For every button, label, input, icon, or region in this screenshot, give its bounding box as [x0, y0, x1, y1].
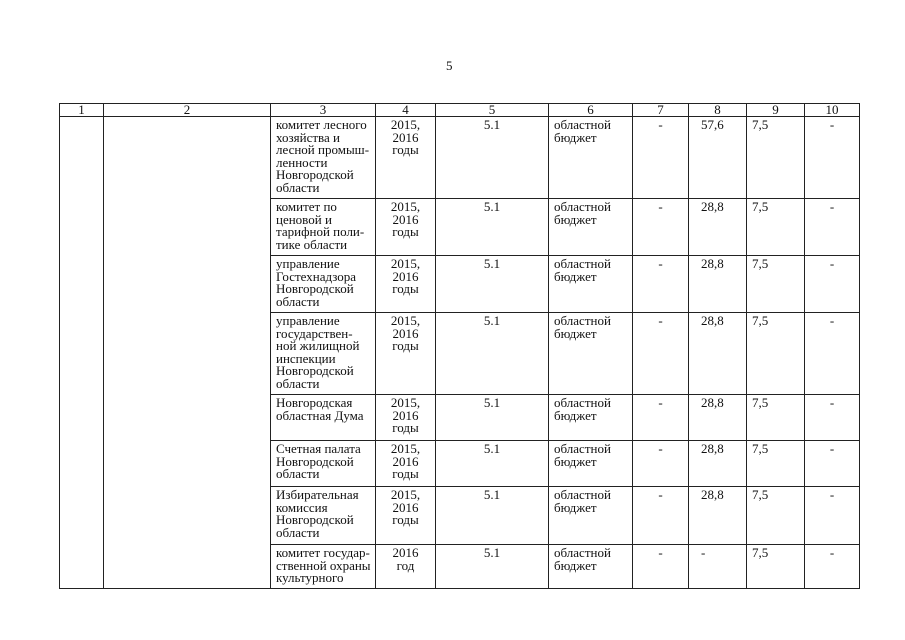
column-header-9: 9: [747, 104, 805, 117]
value-cell-col10: -: [805, 395, 860, 441]
column-header-2: 2: [104, 104, 271, 117]
column-header-6: 6: [549, 104, 633, 117]
value-cell-col9: 7,5: [747, 395, 805, 441]
value-cell-col8: 28,8: [689, 256, 747, 313]
task-cell: 5.1: [436, 545, 549, 589]
value-cell-col7: -: [633, 117, 689, 199]
period-cell: 2016 год: [376, 545, 436, 589]
task-cell: 5.1: [436, 117, 549, 199]
period-cell: 2015, 2016 годы: [376, 117, 436, 199]
value-cell-col8: 57,6: [689, 117, 747, 199]
value-cell-col7: -: [633, 395, 689, 441]
task-cell: 5.1: [436, 487, 549, 545]
source-cell: областной бюджет: [549, 199, 633, 256]
task-cell: 5.1: [436, 313, 549, 395]
value-cell-col10: -: [805, 441, 860, 487]
period-cell: 2015, 2016 годы: [376, 199, 436, 256]
source-cell: областной бюджет: [549, 117, 633, 199]
value-cell-col9: 7,5: [747, 487, 805, 545]
period-cell: 2015, 2016 годы: [376, 395, 436, 441]
executor-cell: Новгородская областная Дума: [271, 395, 376, 441]
task-cell: 5.1: [436, 256, 549, 313]
column-header-4: 4: [376, 104, 436, 117]
value-cell-col7: -: [633, 545, 689, 589]
value-cell-col7: -: [633, 256, 689, 313]
value-cell-col10: -: [805, 313, 860, 395]
executor-cell: Счетная палата Новгородской области: [271, 441, 376, 487]
task-cell: 5.1: [436, 441, 549, 487]
source-cell: областной бюджет: [549, 487, 633, 545]
value-cell-col7: -: [633, 441, 689, 487]
column-header-7: 7: [633, 104, 689, 117]
column-header-3: 3: [271, 104, 376, 117]
value-cell-col9: 7,5: [747, 313, 805, 395]
task-cell: 5.1: [436, 395, 549, 441]
executor-cell: комитет государ- ственной охраны культурного: [271, 545, 376, 589]
blank-cell-col1: [60, 117, 104, 589]
period-cell: 2015, 2016 годы: [376, 313, 436, 395]
executor-cell: управление Гостехнадзора Новгородской области: [271, 256, 376, 313]
executor-cell: Избирательная комиссия Новгородской области: [271, 487, 376, 545]
period-cell: 2015, 2016 годы: [376, 487, 436, 545]
value-cell-col8: 28,8: [689, 313, 747, 395]
column-header-1: 1: [60, 104, 104, 117]
table-row: [60, 117, 860, 199]
column-header-8: 8: [689, 104, 747, 117]
value-cell-col9: 7,5: [747, 199, 805, 256]
value-cell-col10: -: [805, 487, 860, 545]
column-header-5: 5: [436, 104, 549, 117]
executor-cell: комитет по ценовой и тарифной поли- тике области: [271, 199, 376, 256]
page-number: 5: [446, 58, 453, 73]
period-cell: 2015, 2016 годы: [376, 441, 436, 487]
source-cell: областной бюджет: [549, 395, 633, 441]
value-cell-col10: -: [805, 256, 860, 313]
source-cell: областной бюджет: [549, 545, 633, 589]
value-cell-col9: 7,5: [747, 256, 805, 313]
value-cell-col10: -: [805, 545, 860, 589]
value-cell-col9: 7,5: [747, 117, 805, 199]
value-cell-col8: 28,8: [689, 199, 747, 256]
value-cell-col8: -: [689, 545, 747, 589]
task-cell: 5.1: [436, 199, 549, 256]
value-cell-col10: -: [805, 117, 860, 199]
value-cell-col8: 28,8: [689, 395, 747, 441]
value-cell-col7: -: [633, 487, 689, 545]
period-cell: 2015, 2016 годы: [376, 256, 436, 313]
value-cell-col9: 7,5: [747, 545, 805, 589]
value-cell-col8: 28,8: [689, 441, 747, 487]
value-cell-col8: 28,8: [689, 487, 747, 545]
value-cell-col7: -: [633, 313, 689, 395]
value-cell-col7: -: [633, 199, 689, 256]
program-table: [59, 103, 860, 589]
blank-cell-col2: [104, 117, 271, 589]
column-header-10: 10: [805, 104, 860, 117]
value-cell-col9: 7,5: [747, 441, 805, 487]
source-cell: областной бюджет: [549, 256, 633, 313]
executor-cell: комитет лесного хозяйства и лесной промыш- ленности Новгородской области: [271, 117, 376, 199]
header-row: [60, 104, 860, 117]
source-cell: областной бюджет: [549, 441, 633, 487]
value-cell-col10: -: [805, 199, 860, 256]
source-cell: областной бюджет: [549, 313, 633, 395]
executor-cell: управление государствен- ной жилищной инспекции Новгородской области: [271, 313, 376, 395]
